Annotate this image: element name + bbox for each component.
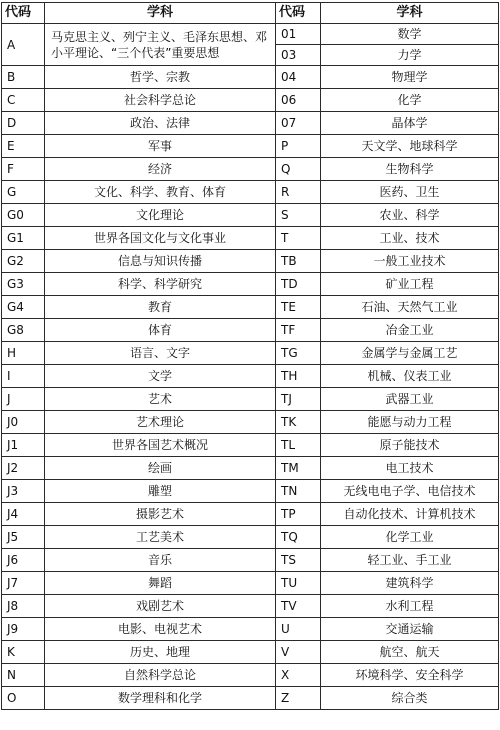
subject-cell: 军事 <box>45 135 276 158</box>
code-cell-2: V <box>276 641 321 664</box>
table-row <box>2 503 499 526</box>
subject-cell: 世界各国艺术概况 <box>45 434 276 457</box>
code-cell: G3 <box>2 273 45 296</box>
subject-cell: 文化理论 <box>45 204 276 227</box>
code-cell: N <box>2 664 45 687</box>
subject-cell-2: 交通运输 <box>321 618 499 641</box>
code-cell: J2 <box>2 457 45 480</box>
subject-cell-2: 农业、科学 <box>321 204 499 227</box>
table-row <box>2 296 499 319</box>
table-row <box>2 273 499 296</box>
table-row <box>2 434 499 457</box>
subject-cell-2: 环境科学、安全科学 <box>321 664 499 687</box>
code-cell-2: 03 <box>276 45 321 66</box>
code-cell: J6 <box>2 549 45 572</box>
subject-cell: 教育 <box>45 296 276 319</box>
code-cell-2: TQ <box>276 526 321 549</box>
code-cell: F <box>2 158 45 181</box>
code-cell: E <box>2 135 45 158</box>
code-cell: J0 <box>2 411 45 434</box>
code-cell-2: 01 <box>276 24 321 45</box>
code-cell: G8 <box>2 319 45 342</box>
table-row <box>2 641 499 664</box>
code-cell-2: TK <box>276 411 321 434</box>
subject-cell-2: 一般工业技术 <box>321 250 499 273</box>
subject-cell: 摄影艺术 <box>45 503 276 526</box>
code-cell: H <box>2 342 45 365</box>
code-cell-2: TG <box>276 342 321 365</box>
code-cell: J4 <box>2 503 45 526</box>
subject-cell: 音乐 <box>45 549 276 572</box>
code-cell-2: TM <box>276 457 321 480</box>
table-row <box>2 135 499 158</box>
table-row <box>2 158 499 181</box>
table-row <box>2 595 499 618</box>
table-row <box>2 250 499 273</box>
subject-cell-2: 机械、仪表工业 <box>321 365 499 388</box>
subject-cell-2: 航空、航天 <box>321 641 499 664</box>
subject-cell: 经济 <box>45 158 276 181</box>
classification-table <box>1 2 499 710</box>
subject-cell-2: 金属学与金属工艺 <box>321 342 499 365</box>
code-cell-2: U <box>276 618 321 641</box>
subject-cell-2: 无线电电子学、电信技术 <box>321 480 499 503</box>
code-cell: G0 <box>2 204 45 227</box>
code-cell: J5 <box>2 526 45 549</box>
subject-cell: 戏剧艺术 <box>45 595 276 618</box>
table-row <box>2 365 499 388</box>
code-cell-2: S <box>276 204 321 227</box>
table-header-row <box>2 3 499 24</box>
code-cell: J1 <box>2 434 45 457</box>
subject-cell: 世界各国文化与文化事业 <box>45 227 276 250</box>
code-cell-2: TB <box>276 250 321 273</box>
subject-cell-2: 轻工业、手工业 <box>321 549 499 572</box>
header-subject-2: 学科 <box>321 3 499 24</box>
code-cell-2: T <box>276 227 321 250</box>
code-cell: J7 <box>2 572 45 595</box>
table-row <box>2 319 499 342</box>
code-cell: G1 <box>2 227 45 250</box>
table-row <box>2 457 499 480</box>
code-cell-2: TE <box>276 296 321 319</box>
subject-cell-2: 晶体学 <box>321 112 499 135</box>
subject-cell: 文学 <box>45 365 276 388</box>
subject-cell: 工艺美术 <box>45 526 276 549</box>
subject-cell: 绘画 <box>45 457 276 480</box>
subject-cell: 社会科学总论 <box>45 89 276 112</box>
code-cell: G2 <box>2 250 45 273</box>
subject-cell-2: 工业、技术 <box>321 227 499 250</box>
subject-cell: 语言、文字 <box>45 342 276 365</box>
table-row <box>2 112 499 135</box>
subject-cell: 自然科学总论 <box>45 664 276 687</box>
subject-cell: 信息与知识传播 <box>45 250 276 273</box>
subject-cell: 体育 <box>45 319 276 342</box>
subject-cell-2: 物理学 <box>321 66 499 89</box>
subject-cell: 艺术理论 <box>45 411 276 434</box>
subject-cell-2: 原子能技术 <box>321 434 499 457</box>
subject-cell-2: 冶金工业 <box>321 319 499 342</box>
code-cell: J9 <box>2 618 45 641</box>
code-cell-2: Q <box>276 158 321 181</box>
code-cell-2: TF <box>276 319 321 342</box>
table-row <box>2 618 499 641</box>
code-cell: I <box>2 365 45 388</box>
subject-cell: 哲学、宗教 <box>45 66 276 89</box>
code-cell: G <box>2 181 45 204</box>
subject-cell: 文化、科学、教育、体育 <box>45 181 276 204</box>
subject-cell: 雕塑 <box>45 480 276 503</box>
table-row <box>2 687 499 710</box>
code-cell-2: TS <box>276 549 321 572</box>
table-row <box>2 66 499 89</box>
subject-cell-2: 化学 <box>321 89 499 112</box>
table-row <box>2 342 499 365</box>
code-cell: C <box>2 89 45 112</box>
subject-cell-2: 生物科学 <box>321 158 499 181</box>
subject-cell-2: 综合类 <box>321 687 499 710</box>
subject-cell: 政治、法律 <box>45 112 276 135</box>
subject-cell: 艺术 <box>45 388 276 411</box>
code-cell-2: TH <box>276 365 321 388</box>
code-cell-2: 07 <box>276 112 321 135</box>
subject-cell: 数学理科和化学 <box>45 687 276 710</box>
table-row <box>2 664 499 687</box>
subject-cell: 电影、电视艺术 <box>45 618 276 641</box>
code-cell: J8 <box>2 595 45 618</box>
subject-cell-2: 水利工程 <box>321 595 499 618</box>
code-cell-2: 06 <box>276 89 321 112</box>
table-row <box>2 89 499 112</box>
code-cell: A <box>2 24 45 66</box>
code-cell-2: R <box>276 181 321 204</box>
table-row <box>2 480 499 503</box>
table-row <box>2 24 499 45</box>
subject-cell-2: 数学 <box>321 24 499 45</box>
code-cell-2: TJ <box>276 388 321 411</box>
table-row <box>2 227 499 250</box>
code-cell-2: TV <box>276 595 321 618</box>
subject-cell-2: 建筑科学 <box>321 572 499 595</box>
subject-cell-2: 矿业工程 <box>321 273 499 296</box>
code-cell-2: TL <box>276 434 321 457</box>
table-row <box>2 181 499 204</box>
subject-cell: 马克思主义、列宁主义、毛泽东思想、邓小平理论、“三个代表”重要思想 <box>45 24 276 66</box>
subject-cell-2: 天文学、地球科学 <box>321 135 499 158</box>
subject-cell: 舞蹈 <box>45 572 276 595</box>
table-row <box>2 388 499 411</box>
code-cell: J3 <box>2 480 45 503</box>
table-row <box>2 549 499 572</box>
subject-cell-2: 武器工业 <box>321 388 499 411</box>
code-cell-2: 04 <box>276 66 321 89</box>
subject-cell-2: 化学工业 <box>321 526 499 549</box>
code-cell-2: P <box>276 135 321 158</box>
table-row <box>2 204 499 227</box>
code-cell-2: TP <box>276 503 321 526</box>
subject-cell-2: 自动化技术、计算机技术 <box>321 503 499 526</box>
code-cell: D <box>2 112 45 135</box>
code-cell-2: X <box>276 664 321 687</box>
table-row <box>2 526 499 549</box>
code-cell-2: TU <box>276 572 321 595</box>
code-cell: O <box>2 687 45 710</box>
code-cell-2: Z <box>276 687 321 710</box>
subject-cell-2: 医药、卫生 <box>321 181 499 204</box>
subject-cell-2: 电工技术 <box>321 457 499 480</box>
code-cell: G4 <box>2 296 45 319</box>
code-cell: K <box>2 641 45 664</box>
code-cell: B <box>2 66 45 89</box>
subject-cell-2: 能愿与动力工程 <box>321 411 499 434</box>
header-code: 代码 <box>2 3 45 24</box>
subject-cell-2: 力学 <box>321 45 499 66</box>
subject-cell: 历史、地理 <box>45 641 276 664</box>
table-row <box>2 411 499 434</box>
subject-cell-2: 石油、天然气工业 <box>321 296 499 319</box>
code-cell-2: TN <box>276 480 321 503</box>
table-row <box>2 572 499 595</box>
header-subject: 学科 <box>45 3 276 24</box>
header-code-2: 代码 <box>276 3 321 24</box>
subject-cell: 科学、科学研究 <box>45 273 276 296</box>
code-cell-2: TD <box>276 273 321 296</box>
code-cell: J <box>2 388 45 411</box>
